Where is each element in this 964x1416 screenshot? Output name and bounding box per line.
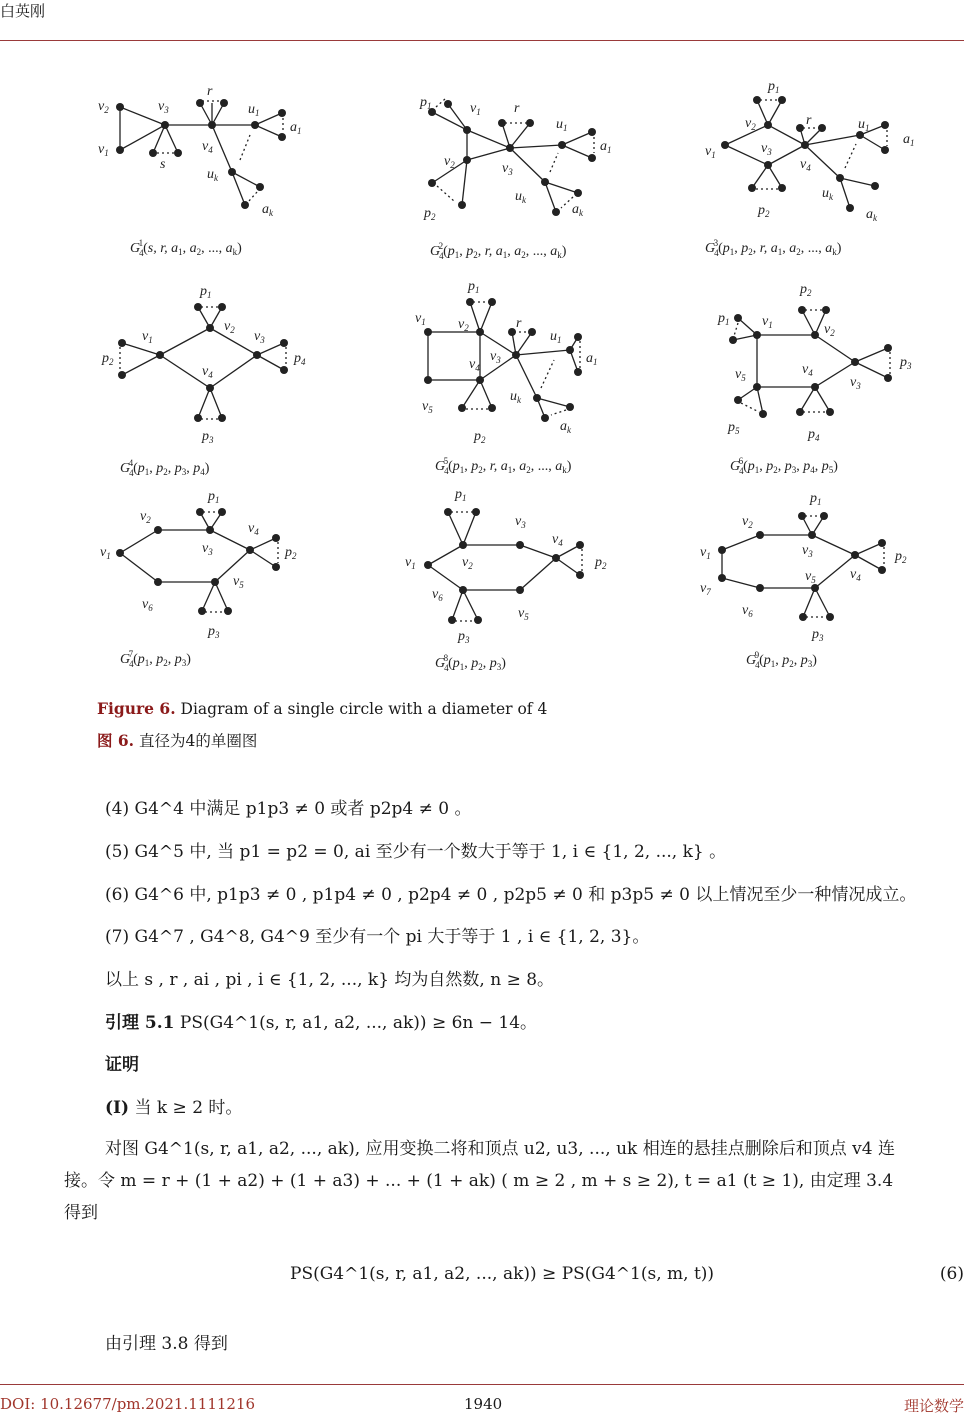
svg-text:u1: $u_1$: [248, 102, 260, 118]
svg-text:v7: $v_7$: [700, 581, 711, 597]
proof-heading: 证明: [105, 1055, 139, 1075]
svg-text:p1: $p_1$: [208, 489, 220, 505]
svg-text:v2: $v_2$: [745, 116, 756, 132]
svg-text:v3: $v_3$: [850, 375, 861, 391]
svg-text:G41(s, r, a1, a2, ..., ak): G41(s, r, $a_1$, $a_2$, ..., $a_k$): [130, 238, 242, 258]
svg-text:v5: $v_5$: [518, 606, 529, 622]
svg-text:s: s: [160, 157, 166, 172]
figure-6-graphs: [0, 50, 964, 680]
svg-text:v1: $v_1$: [705, 144, 716, 160]
proof-paragraph-line-2: 接。令 m = r + (1 + a2) + (1 + a3) + ... + (1 + ak) ( m ≥ 2 , m + s ≥ 2), t = a1 (t ≥ 1), 由定理 3.4: [64, 1171, 894, 1191]
svg-text:uk: $u_k$: [515, 189, 526, 205]
svg-text:p3: $p_3$: [458, 629, 470, 645]
graph-g4-6: [717, 282, 912, 476]
graph-g4-4: [101, 284, 306, 478]
svg-text:uk: $u_k$: [510, 389, 521, 405]
graph-g4-8: [405, 487, 607, 673]
svg-text:p3: $p_3$: [812, 627, 824, 643]
svg-text:v5: $v_5$: [805, 569, 816, 585]
svg-text:v2: $v_2$: [462, 555, 473, 571]
header-author: 白英刚: [0, 2, 46, 20]
svg-text:p1: $p_1$: [810, 491, 822, 507]
natural-numbers-note: 以上 s , r , ai , pi , i ∈ {1, 2, ..., k} 均为自然数, n ≥ 8。: [105, 970, 555, 990]
svg-text:v3: $v_3$: [254, 329, 265, 345]
condition-5: (5) G4^5 中, 当 p1 = p2 = 0, ai 至少有一个数大于等于 1, i ∈ {1, 2, ..., k} 。: [105, 842, 727, 862]
proof-paragraph-line-1: 对图 G4^1(s, r, a1, a2, ..., ak), 应用变换二将和顶点 u2, u3, ..., uk 相连的悬挂点删除后和顶点 v4 连: [105, 1139, 895, 1159]
svg-text:v6: $v_6$: [742, 603, 753, 619]
svg-text:ak: $a_k$: [262, 202, 273, 218]
figure-label-zh: 图 6.: [97, 731, 135, 750]
svg-text:p2: $p_2$: [102, 351, 114, 367]
svg-text:p3: $p_3$: [202, 429, 214, 445]
graph-g4-1: [98, 84, 302, 258]
figure-caption-en-text: Diagram of a single circle with a diameter of 4: [180, 700, 548, 718]
lemma-statement: PS(G4^1(s, r, a1, a2, ..., ak)) ≥ 6n − 14。: [179, 1013, 538, 1033]
svg-text:v1: $v_1$: [98, 142, 109, 158]
svg-text:p2: $p_2$: [800, 282, 812, 298]
svg-text:v4: $v_4$: [469, 357, 480, 373]
svg-text:v4: $v_4$: [800, 157, 811, 173]
svg-text:v1: $v_1$: [762, 314, 773, 330]
svg-text:uk: $u_k$: [822, 186, 833, 202]
svg-text:v4: $v_4$: [802, 362, 813, 378]
svg-text:G48(p1, p2, p3): $G48(p_1$, $p_2$, $p_3$): [435, 653, 506, 673]
svg-text:v1: $v_1$: [100, 545, 111, 561]
svg-text:r: r: [516, 316, 522, 331]
svg-text:p2: $p_2$: [595, 555, 607, 571]
page-header: [0, 0, 964, 41]
figure-label-en: Figure 6.: [97, 699, 176, 718]
case-1-text: 当 k ≥ 2 时。: [134, 1098, 243, 1118]
svg-text:p1: $p_1$: [420, 95, 432, 111]
svg-text:v2: $v_2$: [444, 154, 455, 170]
svg-text:ak: $a_k$: [560, 419, 571, 435]
graph-g4-2: [419, 95, 612, 261]
svg-text:v5: $v_5$: [735, 367, 746, 383]
svg-text:v3: $v_3$: [202, 541, 213, 557]
graph-g4-5: [415, 279, 598, 476]
graph-g4-3: [705, 79, 915, 258]
svg-text:p1: $p_1$: [768, 79, 780, 95]
svg-text:v4: $v_4$: [552, 532, 563, 548]
svg-text:p1: $p_1$: [200, 284, 212, 300]
figure-caption-en: [97, 699, 547, 718]
svg-text:v6: $v_6$: [142, 597, 153, 613]
condition-6: (6) G4^6 中, p1p3 ≠ 0 , p1p4 ≠ 0 , p2p4 ≠ 0 , p2p5 ≠ 0 和 p3p5 ≠ 0 以上情况至少一种情况成立。: [105, 885, 917, 905]
svg-text:p1: $p_1$: [468, 279, 480, 295]
footer-doi[interactable]: DOI: 10.12677/pm.2021.1111216: [0, 1395, 256, 1413]
equation-6: PS(G4^1(s, r, a1, a2, ..., ak)) ≥ PS(G4^1(s, m, t)): [290, 1264, 715, 1284]
svg-text:a1: $a_1$: [600, 139, 612, 155]
svg-text:u1: $u_1$: [858, 117, 870, 133]
svg-text:v1: $v_1$: [405, 555, 416, 571]
svg-text:v1: $v_1$: [415, 311, 426, 327]
svg-text:v6: $v_6$: [432, 587, 443, 603]
condition-4: (4) G4^4 中满足 p1p3 ≠ 0 或者 p2p4 ≠ 0 。: [105, 799, 472, 819]
graph-g4-9: [700, 491, 907, 670]
svg-text:ak: $a_k$: [866, 207, 877, 223]
condition-7: (7) G4^7 , G4^8, G4^9 至少有一个 pi 大于等于 1 , i ∈ {1, 2, 3}。: [105, 927, 650, 947]
svg-text:a1: $a_1$: [903, 132, 915, 148]
svg-text:r: r: [806, 113, 812, 128]
svg-text:p5: $p_5$: [728, 420, 740, 436]
svg-text:G42(p1, p2, r, a1, a2, ..., ak: $G42(p_1$, $p_2$, r, $a_1$, $a_2$, ..., $a_k$): [430, 241, 567, 261]
svg-text:p4: $p_4$: [294, 351, 306, 367]
svg-text:p2: $p_2$: [474, 429, 486, 445]
svg-text:G49(p1, p2, p3): $G49(p_1$, $p_2$, $p_3$): [746, 650, 817, 670]
svg-text:v2: $v_2$: [98, 99, 109, 115]
svg-text:p2: $p_2$: [895, 549, 907, 565]
svg-text:G45(p1, p2, r, a1, a2, ..., ak: $G45(p_1$, $p_2$, r, $a_1$, $a_2$, ..., $a_k$): [435, 456, 572, 476]
svg-text:p1: $p_1$: [455, 487, 467, 503]
figure-caption-zh-text: 直径为4的单圈图: [139, 732, 258, 750]
svg-text:v2: $v_2$: [224, 319, 235, 335]
figure-caption-zh: [97, 729, 257, 751]
svg-text:v4: $v_4$: [202, 139, 213, 155]
proof-paragraph-line-3: 得到: [64, 1203, 98, 1223]
case-1: [105, 1097, 242, 1119]
svg-text:v4: $v_4$: [202, 364, 213, 380]
svg-text:ak: $a_k$: [572, 202, 583, 218]
svg-text:v4: $v_4$: [248, 521, 259, 537]
svg-text:a1: $a_1$: [586, 351, 598, 367]
svg-text:G46(p1, p2, p3, p4, p5): $G46(p_1$, $p_2$, $p_3$, $p_4$, $p_5$): [730, 456, 838, 476]
svg-text:v3: $v_3$: [515, 514, 526, 530]
svg-text:v3: $v_3$: [802, 543, 813, 559]
svg-text:u1: $u_1$: [550, 329, 562, 345]
svg-text:v3: $v_3$: [490, 349, 501, 365]
svg-text:v2: $v_2$: [824, 322, 835, 338]
svg-text:p4: $p_4$: [808, 427, 820, 443]
svg-text:r: r: [514, 101, 520, 116]
footer-journal: 理论数学: [903, 1397, 964, 1415]
svg-text:v5: $v_5$: [233, 574, 244, 590]
svg-text:v2: $v_2$: [458, 317, 469, 333]
svg-text:p3: $p_3$: [208, 624, 220, 640]
svg-text:v1: $v_1$: [470, 101, 481, 117]
svg-text:p2: $p_2$: [285, 545, 297, 561]
svg-text:v1: $v_1$: [142, 329, 153, 345]
svg-text:G44(p1, p2, p3, p4): $G44(p_1$, $p_2$, $p_3$, $p_4$): [120, 458, 210, 478]
svg-text:p2: $p_2$: [758, 203, 770, 219]
svg-text:v4: $v_4$: [850, 567, 861, 583]
page-footer: [0, 1384, 964, 1415]
case-1-label: (I): [105, 1098, 130, 1118]
svg-text:v3: $v_3$: [502, 161, 513, 177]
page-number: 1940: [464, 1395, 503, 1413]
svg-text:v5: $v_5$: [422, 399, 433, 415]
svg-text:v2: $v_2$: [140, 509, 151, 525]
closing-line: 由引理 3.8 得到: [105, 1334, 228, 1354]
svg-text:p1: $p_1$: [718, 311, 730, 327]
graph-g4-7: [100, 489, 297, 669]
svg-text:p2: $p_2$: [424, 206, 436, 222]
svg-text:G43(p1, p2, r, a1, a2, ..., ak: $G43(p_1$, $p_2$, r, $a_1$, $a_2$, ..., $a_k$): [705, 238, 842, 258]
svg-text:v1: $v_1$: [700, 545, 711, 561]
svg-text:v3: $v_3$: [158, 99, 169, 115]
lemma-label: 引理 5.1: [105, 1013, 175, 1033]
lemma-5-1: [105, 1012, 537, 1034]
svg-text:uk: $u_k$: [207, 167, 218, 183]
svg-text:a1: $a_1$: [290, 120, 302, 136]
equation-number: (6): [939, 1264, 964, 1284]
svg-text:G47(p1, p2, p3): $G47(p_1$, $p_2$, $p_3$): [120, 649, 191, 669]
svg-text:p3: $p_3$: [900, 355, 912, 371]
svg-text:u1: $u_1$: [556, 117, 568, 133]
svg-text:r: r: [207, 84, 213, 99]
svg-text:v3: $v_3$: [761, 141, 772, 157]
svg-text:v2: $v_2$: [742, 514, 753, 530]
